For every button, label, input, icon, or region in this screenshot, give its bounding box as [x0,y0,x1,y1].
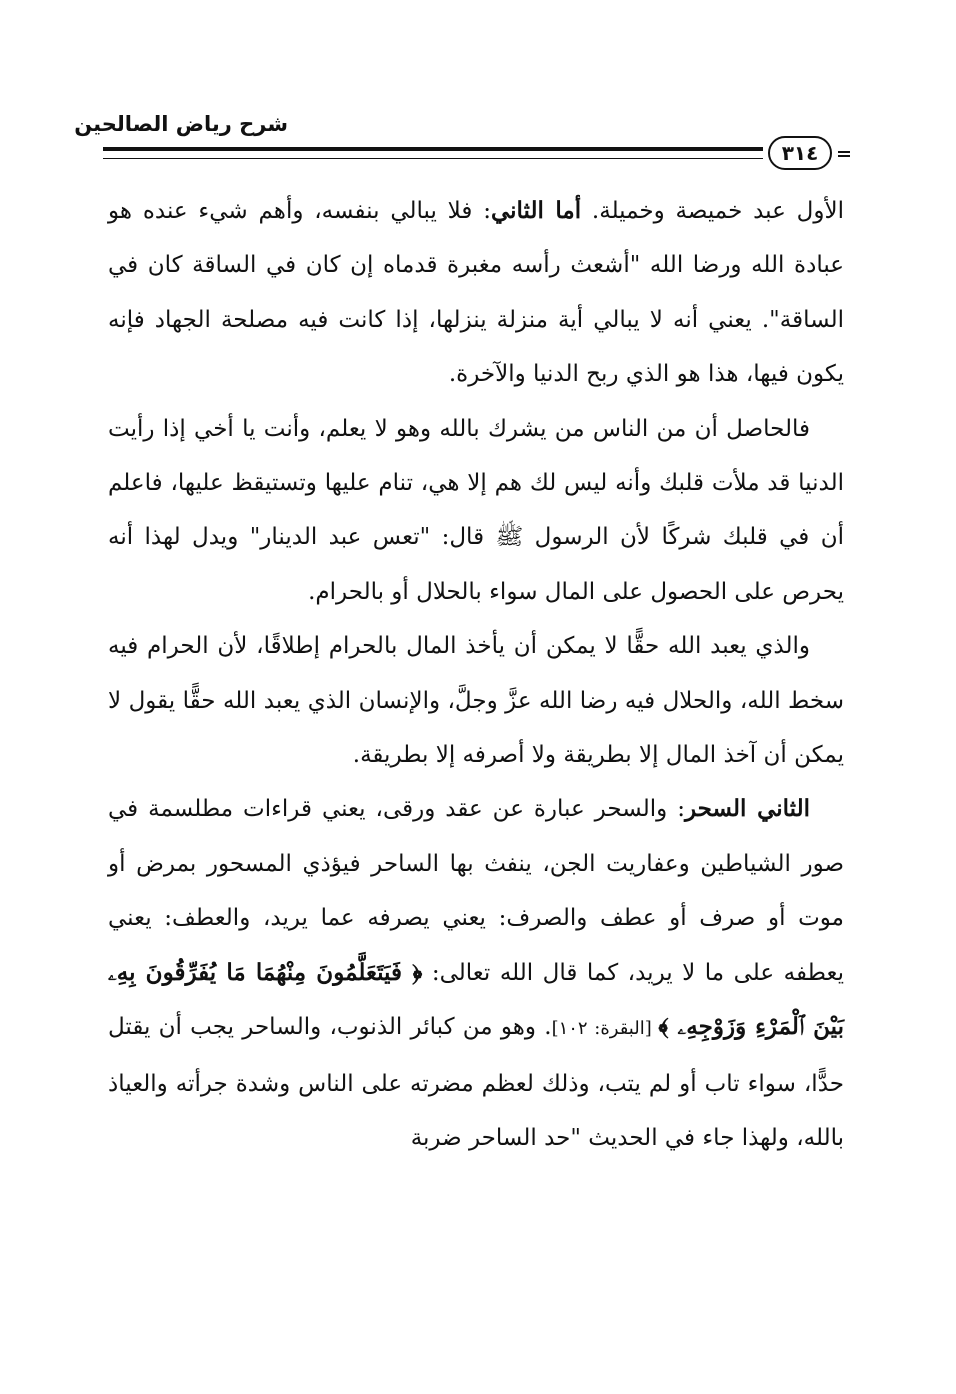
verse-reference: [البقرة: ١٠٢] [551,1018,659,1040]
text-body [108,184,844,1165]
quran-verse: ﴿ فَيَتَعَلَّمُونَ مِنْهُمَا مَا يُفَرِّقُونَ بِهِۦ بَيْنَ ٱلْمَرْءِ وَزَوْجِهِۦ ﴾ [108,958,845,1041]
paragraph-2: فالحاصل أن من الناس من يشرك بالله وهو لا يعلم، وأنت يا أخي إذا رأيت الدنيا قد ملأت قلبك وأنه ليس لك هم إلا هي، تنام عليها وتستيقظ عليها، فاعلم أن في قلبك شركًا لأن الرسول ﷺ قال: "تعس عبد الدينار" ويدل لهذا أنه يحرص على الحصول على المال سواء بالحلال أو بالحرام. [108,415,844,605]
page-header [0,0,956,190]
text-segment: . وهو من كبائر الذنوب، والساحر يجب أن يقتل حدًّا، سواء تاب أو لم يتب، وذلك لعظم مضرته على الناس وشدة جرأته والعياذ بالله، ولهذا جاء في الحديث "حد الساحر ضربة [108,1014,844,1151]
paragraph-3: والذي يعبد الله حقًّا لا يمكن أن يأخذ المال بالحرام إطلاقًا، لأن الحرام فيه سخط الله، والحلال فيه رضا الله عزَّ وجلَّ، والإنسان الذي يعبد الله حقًّا يقول لا يمكن أن آخذ المال إلا بطريقة ولا أصرفه إلا بطريقة. [108,633,844,769]
bold-heading: أما الثاني [490,197,582,224]
text-segment: الأول عبد خميصة وخميلة. [581,198,844,224]
text-segment: : والسحر عبارة عن عقد ورقى، يعني قراءات مطلسمة في صور الشياطين وعفاريت الجن، ينفث بها الساحر فيؤذي المسحور بمرض أو موت أو صرف أو عطف والصرف: يعني يصرفه عما يريد، والعطف: يعني يعطفه على ما لا يريد، كما قال الله تعالى: [108,796,844,986]
book-title: شرح رياض الصالحين [74,112,288,136]
page-number: ٣١٤ [781,141,819,165]
bold-heading: الثاني السحر [684,795,810,823]
paragraph-4 [108,782,844,1165]
page-number-badge [768,136,832,170]
paragraph-1 [108,184,844,402]
text-segment: : فلا يبالي بنفسه، وأهم شيء عنده هو عبادة الله ورضا الله "أشعث رأسه مغبرة قدماه إن كان في الساقة كان في الساقة". يعني أنه لا يبالي أية منزلة ينزلها، إذا كانت فيه مصلحة الجهاد فإنه يكون فيها، هذا هو الذي ربح الدنيا والآخرة. [108,198,844,388]
header-rule [103,147,763,159]
header-rule-end [838,151,850,157]
